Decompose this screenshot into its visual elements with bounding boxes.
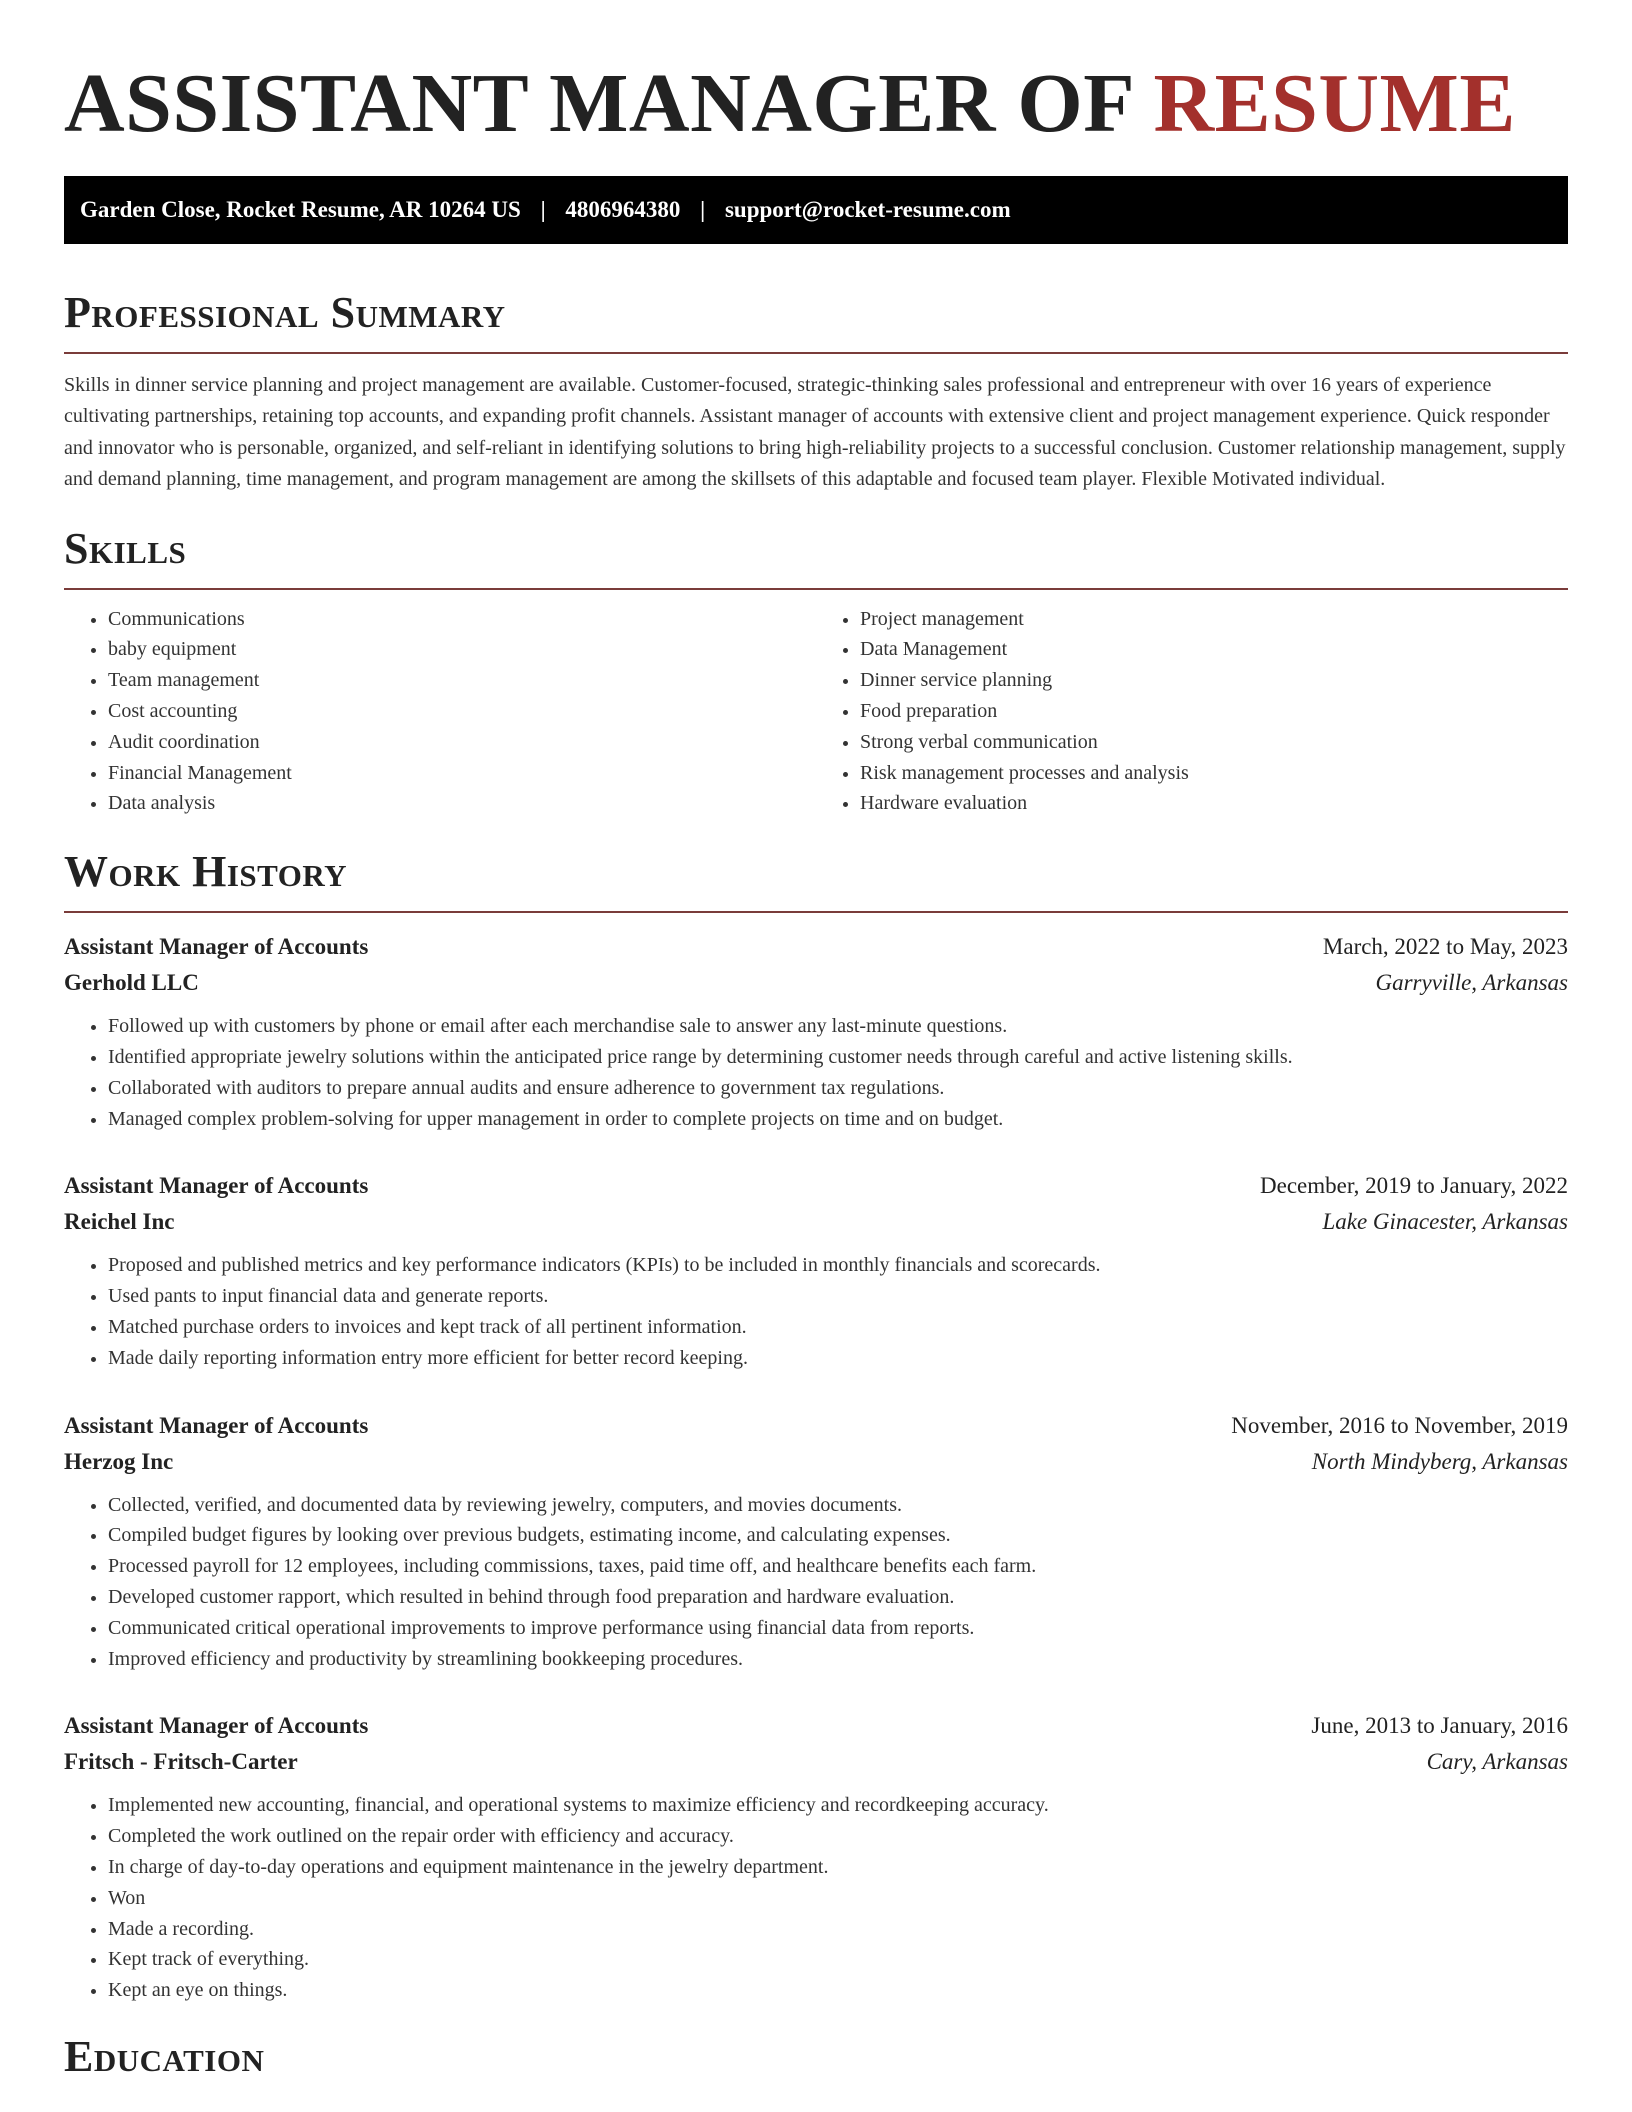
job-entry: [64, 1708, 1568, 2006]
job-location: North Mindyberg, Arkansas: [1311, 1448, 1568, 1474]
job-bullet: • Managed complex problem-solving for upper management in order to complete projects on time and on budget.: [108, 1104, 1568, 1135]
skill-item: • Audit coordination: [108, 727, 816, 758]
job-dates: December, 2019 to January, 2022: [1260, 1173, 1568, 1199]
skill-item: • Data Management: [860, 634, 1568, 665]
job-entry: [64, 1408, 1568, 1675]
skill-item: • Food preparation: [860, 696, 1568, 727]
job-bullet: • Proposed and published metrics and key performance indicators (KPIs) to be included in monthly financials and scorecards.: [108, 1250, 1568, 1281]
job-header-row: [64, 1708, 1568, 1744]
section-divider: [64, 352, 1568, 354]
job-dates: June, 2013 to January, 2016: [1311, 1713, 1568, 1739]
section-heading-work-history: Work History: [64, 847, 348, 897]
section-heading-skills: Skills: [64, 523, 187, 573]
skill-item: • Project management: [860, 604, 1568, 635]
job-dates: November, 2016 to November, 2019: [1231, 1412, 1568, 1438]
job-bullet: • Matched purchase orders to invoices and kept track of all pertinent information.: [108, 1312, 1568, 1343]
job-bullet: • Communicated critical operational improvements to improve performance using financial data from reports.: [108, 1613, 1568, 1644]
skill-item: • Data analysis: [108, 788, 816, 819]
contact-email: support@rocket-resume.com: [724, 197, 1011, 222]
job-bullet: • Kept an eye on things.: [108, 1975, 1568, 2006]
job-bullet: • Collaborated with auditors to prepare annual audits and ensure adherence to government tax regulations.: [108, 1073, 1568, 1104]
summary-text: Skills in dinner service planning and project management are available. Customer-focused, strategic-thinking sales professional and entrepreneur with over 16 years of experience cultivating partnerships, retaining top accounts, and expanding profit channels. Assistant manager of accounts with extensive client and project management experience. Quick responder and innovator who is personable, organized, and self-reliant in identifying solutions to bring high-reliability projects to a successful conclusion. Customer relationship management, supply and demand planning, time management, and program management are among the skillsets of this adaptable and focused team player. Flexible Motivated individual.: [64, 374, 1566, 491]
summary-section: [64, 286, 1568, 496]
job-bullets: [64, 1790, 1568, 2006]
skill-item: • Team management: [108, 665, 816, 696]
skill-item: • Dinner service planning: [860, 665, 1568, 696]
skill-item: • baby equipment: [108, 634, 816, 665]
skills-list-right: [816, 604, 1568, 820]
job-bullets: [64, 1250, 1568, 1373]
job-bullet: • Identified appropriate jewelry solutions within the anticipated price range by determining customer needs through careful and active listening skills.: [108, 1042, 1568, 1073]
job-company-row: [64, 1444, 1568, 1480]
contact-separator: |: [700, 197, 706, 222]
job-bullet: • Implemented new accounting, financial, and operational systems to maximize efficiency and recordkeeping accuracy.: [108, 1790, 1568, 1821]
work-history-section: [64, 845, 1568, 2006]
job-bullet: • In charge of day-to-day operations and equipment maintenance in the jewelry department.: [108, 1852, 1568, 1883]
job-bullet: • Kept track of everything.: [108, 1944, 1568, 1975]
job-bullet: • Processed payroll for 12 employees, including commissions, taxes, paid time off, and healthcare benefits each farm.: [108, 1551, 1568, 1582]
job-bullet: • Made a recording.: [108, 1914, 1568, 1945]
job-location: Garryville, Arkansas: [1375, 970, 1568, 996]
section-divider: [64, 588, 1568, 590]
job-location: Cary, Arkansas: [1426, 1749, 1568, 1775]
title-main: ASSISTANT MANAGER OF: [64, 57, 1132, 150]
resume-title: [64, 0, 1568, 150]
job-company-row: [64, 1204, 1568, 1240]
skills-section: [64, 522, 1568, 820]
job-company: Fritsch - Fritsch-Carter: [64, 1749, 298, 1775]
job-bullet: • Followed up with customers by phone or email after each merchandise sale to answer any last-minute questions.: [108, 1011, 1568, 1042]
skills-columns: [64, 604, 1568, 820]
job-title: Assistant Manager of Accounts: [64, 1412, 369, 1438]
job-company: Reichel Inc: [64, 1209, 175, 1235]
skill-item: • Risk management processes and analysis: [860, 758, 1568, 789]
skill-item: • Strong verbal communication: [860, 727, 1568, 758]
job-bullet: • Used pants to input financial data and generate reports.: [108, 1281, 1568, 1312]
job-header-row: [64, 929, 1568, 965]
skill-item: • Hardware evaluation: [860, 788, 1568, 819]
job-bullet: • Compiled budget figures by looking over previous budgets, estimating income, and calculating expenses.: [108, 1520, 1568, 1551]
job-company: Gerhold LLC: [64, 970, 199, 996]
title-accent: RESUME: [1153, 57, 1516, 150]
job-company-row: [64, 965, 1568, 1001]
job-bullets: [64, 1490, 1568, 1675]
contact-separator: |: [540, 197, 546, 222]
job-bullet: • Developed customer rapport, which resulted in behind through food preparation and hardware evaluation.: [108, 1582, 1568, 1613]
job-title: Assistant Manager of Accounts: [64, 1713, 369, 1739]
job-bullet: • Improved efficiency and productivity by streamlining bookkeeping procedures.: [108, 1644, 1568, 1675]
skill-item: • Financial Management: [108, 758, 816, 789]
section-heading-education: Education: [64, 2031, 265, 2081]
job-company: Herzog Inc: [64, 1448, 174, 1474]
job-entry: [64, 929, 1568, 1134]
job-header-row: [64, 1168, 1568, 1204]
contact-phone: 4806964380: [565, 197, 681, 222]
job-bullet: • Collected, verified, and documented data by reviewing jewelry, computers, and movies documents.: [108, 1490, 1568, 1521]
contact-bar: [64, 176, 1568, 244]
skill-item: • Cost accounting: [108, 696, 816, 727]
job-entry: [64, 1168, 1568, 1373]
job-bullet: • Won: [108, 1883, 1568, 1914]
job-company-row: [64, 1744, 1568, 1780]
job-title: Assistant Manager of Accounts: [64, 934, 369, 960]
job-dates: March, 2022 to May, 2023: [1322, 934, 1568, 960]
job-bullets: [64, 1011, 1568, 1134]
contact-address: Garden Close, Rocket Resume, AR 10264 US: [80, 197, 521, 222]
job-title: Assistant Manager of Accounts: [64, 1173, 369, 1199]
resume-page: [64, 0, 1568, 2084]
section-divider: [64, 911, 1568, 913]
skills-list-left: [64, 604, 816, 820]
job-header-row: [64, 1408, 1568, 1444]
skill-item: • Communications: [108, 604, 816, 635]
job-bullet: • Made daily reporting information entry more efficient for better record keeping.: [108, 1343, 1568, 1374]
education-section: [64, 2030, 1568, 2084]
job-bullet: • Completed the work outlined on the repair order with efficiency and accuracy.: [108, 1821, 1568, 1852]
job-location: Lake Ginacester, Arkansas: [1322, 1209, 1568, 1235]
section-heading-summary: Professional Summary: [64, 288, 506, 337]
